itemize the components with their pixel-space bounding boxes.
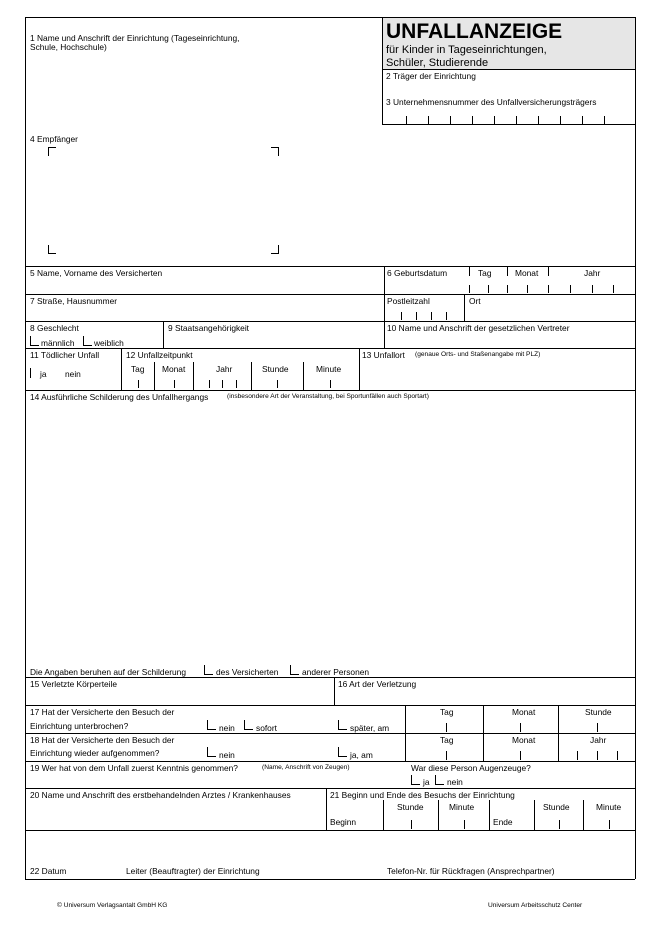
checkbox-insured-account-label: des Versicherten bbox=[216, 667, 279, 677]
field-2-input[interactable] bbox=[384, 82, 634, 94]
accident-description-textarea[interactable] bbox=[27, 404, 637, 666]
field-10-label: 10 Name und Anschrift der gesetzlichen Vertreter bbox=[387, 323, 570, 333]
field-6-jahr: Jahr bbox=[584, 268, 601, 278]
field-14-label: 14 Ausführliche Schilderung des Unfallhergangs bbox=[30, 392, 209, 402]
checkbox-interrupted-immediately[interactable] bbox=[244, 720, 253, 730]
field-12-monat: Monat bbox=[162, 364, 186, 374]
field-1-input[interactable] bbox=[27, 54, 379, 124]
field-14-note: (insbesondere Art der Veranstaltung, bei Sportunfällen auch Sportart) bbox=[227, 393, 429, 400]
field-21-begin-minute: Minute bbox=[449, 802, 475, 812]
field-17-tag: Tag bbox=[440, 707, 454, 717]
field-5-input[interactable] bbox=[27, 279, 382, 293]
field-13-note: (genaue Orts- und Staßenangabe mit PLZ) bbox=[415, 351, 541, 358]
field-17-label-cont: Einrichtung unterbrochen? bbox=[30, 721, 129, 731]
field-15-input[interactable] bbox=[27, 690, 332, 704]
checkbox-interrupted-no[interactable] bbox=[207, 720, 216, 730]
field-6-monat: Monat bbox=[515, 268, 539, 278]
signature-area[interactable] bbox=[27, 832, 633, 862]
field-7-input[interactable] bbox=[27, 307, 382, 320]
form-subtitle-line1: für Kinder in Tageseinrichtungen, bbox=[386, 44, 547, 56]
field-22-phone-label: Telefon-Nr. für Rückfragen (Ansprechpartner) bbox=[387, 866, 555, 876]
checkbox-interrupted-immediately-label: sofort bbox=[256, 723, 277, 733]
city-label: Ort bbox=[469, 296, 481, 306]
field-5-label: 5 Name, Vorname des Versicherten bbox=[30, 268, 163, 278]
checkbox-eyewitness-yes-label: ja bbox=[423, 777, 430, 787]
field-21-end-minute: Minute bbox=[596, 802, 622, 812]
field-1-label: 1 Name und Anschrift der Einrichtung (Tageseinrichtung, bbox=[30, 33, 240, 43]
field-18-label: 18 Hat der Versicherte den Besuch der bbox=[30, 735, 175, 745]
field-20-input[interactable] bbox=[27, 801, 324, 829]
checkbox-other-persons[interactable] bbox=[290, 665, 299, 675]
footer-copyright: © Universum Verlagsantalt GmbH KG bbox=[57, 902, 168, 909]
field-13-input[interactable] bbox=[361, 362, 634, 389]
field-16-label: 16 Art der Verletzung bbox=[338, 679, 417, 689]
field-21-beginn: Beginn bbox=[330, 817, 357, 827]
field-3-label: 3 Unternehmensnummer des Unfallversicherungsträgers bbox=[386, 97, 597, 107]
fatal-yes-label: ja bbox=[40, 369, 47, 379]
field-4-label: 4 Empfänger bbox=[30, 134, 78, 144]
field-21-label: 21 Beginn und Ende des Besuchs der Einrichtung bbox=[330, 790, 515, 800]
field-18-tag: Tag bbox=[440, 735, 454, 745]
field-17-stunde: Stunde bbox=[585, 707, 612, 717]
field-12-stunde: Stunde bbox=[262, 364, 289, 374]
field-9-label: 9 Staatsangehörigkeit bbox=[168, 323, 250, 333]
checkbox-female[interactable] bbox=[83, 336, 92, 346]
checkbox-other-persons-label: anderer Personen bbox=[302, 667, 370, 677]
field-12-label: 12 Unfallzeitpunkt bbox=[126, 350, 193, 360]
field-18-jahr: Jahr bbox=[590, 735, 607, 745]
checkbox-male[interactable] bbox=[30, 336, 39, 346]
field-19-note: (Name, Anschrift von Zeugen) bbox=[262, 764, 350, 771]
field-11-label: 11 Tödlicher Unfall bbox=[30, 350, 100, 360]
checkbox-female-label: weiblich bbox=[94, 338, 124, 348]
checkbox-eyewitness-no[interactable] bbox=[435, 775, 444, 785]
field-17-label: 17 Hat der Versicherte den Besuch der bbox=[30, 707, 175, 717]
field-20-label: 20 Name und Anschrift des erstbehandelnden Arztes / Krankenhauses bbox=[30, 790, 291, 800]
form-title: UNFALLANZEIGE bbox=[386, 20, 563, 43]
field-21-end-stunde: Stunde bbox=[543, 802, 570, 812]
field-22-date-label: 22 Datum bbox=[30, 866, 67, 876]
checkbox-resumed-yes-label: ja, am bbox=[350, 750, 373, 760]
recipient-address-box[interactable] bbox=[48, 147, 279, 254]
field-6-tag: Tag bbox=[478, 268, 492, 278]
checkbox-insured-account[interactable] bbox=[204, 665, 213, 675]
field-21-ende: Ende bbox=[493, 817, 513, 827]
city-input[interactable] bbox=[466, 307, 634, 320]
field-7-label: 7 Straße, Hausnummer bbox=[30, 296, 118, 306]
field-21-begin-stunde: Stunde bbox=[397, 802, 424, 812]
postcode-label: Postleitzahl bbox=[387, 296, 430, 306]
form-subtitle-line2: Schüler, Studierende bbox=[386, 57, 489, 69]
field-1-label-cont: Schule, Hochschule) bbox=[30, 42, 107, 52]
field-22-head-label: Leiter (Beauftragter) der Einrichtung bbox=[126, 866, 260, 876]
field-14-basis-label: Die Angaben beruhen auf der Schilderung bbox=[30, 667, 186, 677]
checkbox-interrupted-no-label: nein bbox=[219, 723, 235, 733]
checkbox-male-label: männlich bbox=[41, 338, 75, 348]
checkbox-eyewitness-yes[interactable] bbox=[411, 775, 420, 785]
checkbox-resumed-no[interactable] bbox=[207, 747, 216, 757]
field-17-monat: Monat bbox=[512, 707, 536, 717]
field-16-input[interactable] bbox=[336, 690, 633, 704]
field-15-label: 15 Verletzte Körperteile bbox=[30, 679, 118, 689]
footer-publisher: Universum Arbeitsschutz Center bbox=[488, 902, 583, 909]
field-12-minute: Minute bbox=[316, 364, 342, 374]
field-13-label: 13 Unfallort bbox=[362, 350, 405, 360]
checkbox-resumed-yes[interactable] bbox=[338, 747, 347, 757]
field-18-monat: Monat bbox=[512, 735, 536, 745]
field-12-jahr: Jahr bbox=[216, 364, 233, 374]
field-8-label: 8 Geschlecht bbox=[30, 323, 79, 333]
field-10-input[interactable] bbox=[386, 334, 634, 347]
checkbox-eyewitness-no-label: nein bbox=[447, 777, 463, 787]
checkbox-resumed-no-label: nein bbox=[219, 750, 235, 760]
field-9-input[interactable] bbox=[166, 334, 382, 347]
fatal-no-label: nein bbox=[65, 369, 81, 379]
fatal-yes-tick[interactable] bbox=[30, 368, 31, 378]
field-12-tag: Tag bbox=[131, 364, 145, 374]
eyewitness-question: War diese Person Augenzeuge? bbox=[411, 763, 531, 773]
field-2-label: 2 Träger der Einrichtung bbox=[386, 71, 476, 81]
field-18-label-cont: Einrichtung wieder aufgenommen? bbox=[30, 748, 160, 758]
field-19-label: 19 Wer hat von dem Unfall zuerst Kenntnis genommen? bbox=[30, 763, 238, 773]
field-6-label: 6 Geburtsdatum bbox=[387, 268, 448, 278]
checkbox-interrupted-later-label: später, am bbox=[350, 723, 390, 733]
checkbox-interrupted-later[interactable] bbox=[338, 720, 347, 730]
